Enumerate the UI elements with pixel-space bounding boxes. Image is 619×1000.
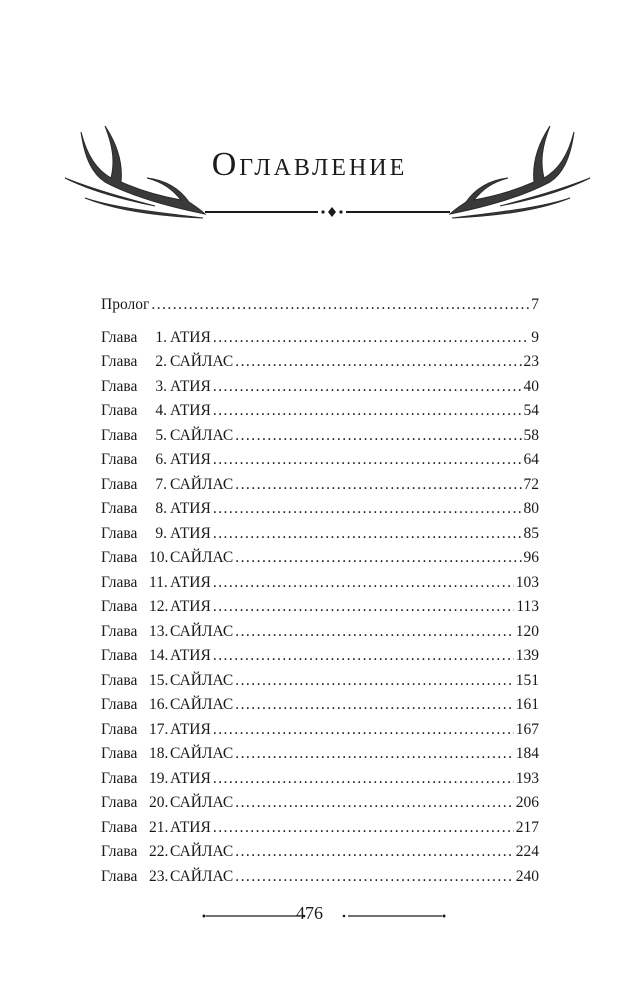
chapter-number: 6. — [155, 451, 167, 468]
chapter-number: 9. — [155, 524, 167, 542]
chapter-number: 15. — [149, 671, 169, 689]
toc-entry-chapter[interactable] — [101, 794, 539, 819]
title-divider — [0, 202, 619, 222]
toc-entry-chapter[interactable] — [101, 819, 539, 844]
chapter-title: САЙЛАС — [170, 671, 234, 689]
chapter-number: 7. — [155, 475, 167, 493]
chapter-word: Глава — [101, 794, 138, 811]
chapter-title: АТИЯ — [170, 818, 211, 836]
leader-dots — [235, 427, 521, 445]
chapter-number: 4. — [155, 402, 167, 419]
chapter-word: Глава — [101, 867, 138, 885]
leader-dots — [213, 329, 529, 347]
chapter-word: Глава — [101, 524, 138, 542]
chapter-word: Глава — [101, 451, 138, 468]
leader-dots — [235, 476, 521, 494]
chapter-word: Глава — [101, 377, 138, 395]
chapter-number: 8. — [155, 500, 167, 517]
toc-entry-chapter[interactable] — [101, 696, 539, 721]
chapter-title: САЙЛАС — [170, 426, 234, 444]
chapter-word: Глава — [101, 426, 138, 444]
leader-dots — [213, 770, 514, 788]
chapter-page: 64 — [523, 451, 539, 468]
leader-dots — [213, 500, 522, 518]
chapter-title: САЙЛАС — [170, 475, 234, 493]
chapter-page: 120 — [515, 622, 539, 640]
toc-entry-chapter[interactable] — [101, 525, 539, 550]
prologue-label: Пролог — [101, 296, 150, 313]
toc-entry-chapter[interactable] — [101, 868, 539, 893]
page-title: Оглавление — [211, 146, 408, 183]
leader-dots — [235, 868, 514, 886]
leader-dots — [235, 549, 521, 567]
leader-dots — [213, 647, 514, 665]
chapter-word: Глава — [101, 745, 138, 762]
chapter-word: Глава — [101, 328, 138, 346]
toc-entry-chapter[interactable] — [101, 427, 539, 452]
chapter-number: 3. — [155, 377, 167, 395]
toc-entry-chapter[interactable] — [101, 647, 539, 672]
toc-entry-chapter[interactable] — [101, 721, 539, 746]
chapter-page: 240 — [515, 867, 539, 885]
chapter-page: 23 — [523, 353, 539, 370]
leader-dots — [213, 819, 514, 837]
leader-dots — [235, 672, 514, 690]
chapter-page: 80 — [523, 500, 539, 517]
chapter-title: АТИЯ — [170, 573, 211, 591]
chapter-number: 2. — [155, 353, 167, 370]
chapter-title: АТИЯ — [170, 524, 211, 542]
chapter-title: САЙЛАС — [170, 745, 234, 762]
chapter-page: 54 — [523, 402, 539, 419]
chapter-number: 20. — [149, 794, 169, 811]
chapter-title: АТИЯ — [170, 500, 211, 517]
table-of-contents — [101, 296, 539, 892]
chapter-number: 12. — [149, 598, 169, 615]
chapter-page: 161 — [515, 696, 539, 713]
toc-entry-chapter[interactable] — [101, 598, 539, 623]
leader-dots — [213, 525, 522, 543]
chapter-word: Глава — [101, 500, 138, 517]
leader-dots — [235, 745, 514, 763]
chapter-number: 11. — [149, 573, 168, 591]
chapter-number: 14. — [149, 647, 169, 664]
toc-entry-chapter[interactable] — [101, 672, 539, 697]
header-ornament — [0, 100, 619, 250]
chapter-page: 206 — [515, 794, 539, 811]
toc-entry-chapter[interactable] — [101, 329, 539, 354]
chapter-page: 139 — [515, 647, 539, 664]
chapter-page: 103 — [515, 573, 539, 591]
chapter-title: САЙЛАС — [170, 843, 234, 860]
chapter-page: 167 — [515, 720, 539, 738]
toc-entry-chapter[interactable] — [101, 402, 539, 427]
chapter-page: 217 — [515, 818, 539, 836]
chapter-word: Глава — [101, 769, 138, 787]
chapter-word: Глава — [101, 353, 138, 370]
chapter-word: Глава — [101, 720, 138, 738]
leader-dots — [213, 598, 514, 616]
toc-entry-chapter[interactable] — [101, 843, 539, 868]
chapter-number: 19. — [149, 769, 169, 787]
chapter-page: 151 — [515, 671, 539, 689]
chapter-word: Глава — [101, 475, 138, 493]
chapter-number: 23. — [149, 867, 169, 885]
chapter-word: Глава — [101, 573, 138, 591]
leader-dots — [235, 696, 514, 714]
leader-dots — [213, 378, 522, 396]
chapter-title: САЙЛАС — [170, 867, 234, 885]
chapter-word: Глава — [101, 647, 138, 664]
toc-entry-chapter[interactable] — [101, 574, 539, 599]
toc-entry-chapter[interactable] — [101, 378, 539, 403]
page-number: 476 — [296, 903, 323, 923]
leader-dots — [151, 296, 529, 314]
chapter-number: 10. — [149, 549, 169, 566]
page-footer — [0, 900, 619, 930]
chapter-title: САЙЛАС — [170, 696, 234, 713]
prologue-page: 7 — [531, 296, 539, 313]
chapter-page: 58 — [523, 426, 539, 444]
chapter-title: САЙЛАС — [170, 549, 234, 566]
chapter-number: 16. — [149, 696, 169, 713]
chapter-number: 22. — [149, 843, 169, 860]
chapter-word: Глава — [101, 622, 138, 640]
chapter-page: 113 — [516, 598, 539, 615]
chapter-word: Глава — [101, 818, 138, 836]
toc-entry-chapter[interactable] — [101, 451, 539, 476]
toc-entry-chapter[interactable] — [101, 623, 539, 648]
leader-dots — [235, 843, 514, 861]
chapter-word: Глава — [101, 696, 138, 713]
chapter-word: Глава — [101, 671, 138, 689]
chapter-number: 18. — [149, 745, 169, 762]
leader-dots — [213, 574, 514, 592]
toc-entry-prologue[interactable] — [101, 296, 539, 321]
chapter-title: АТИЯ — [170, 720, 211, 738]
chapter-word: Глава — [101, 402, 138, 419]
chapter-word: Глава — [101, 843, 138, 860]
chapter-number: 1. — [155, 328, 167, 346]
chapter-title: АТИЯ — [170, 328, 211, 346]
chapter-number: 21. — [149, 818, 169, 836]
chapter-title: САЙЛАС — [170, 794, 234, 811]
chapter-page: 72 — [523, 475, 539, 493]
chapter-title: АТИЯ — [170, 769, 211, 787]
chapter-title: САЙЛАС — [170, 622, 234, 640]
chapter-page: 85 — [523, 524, 539, 542]
chapter-title: АТИЯ — [170, 598, 211, 615]
chapter-title: АТИЯ — [170, 402, 211, 419]
chapter-page: 9 — [531, 328, 539, 346]
chapter-page: 96 — [523, 549, 539, 566]
chapter-word: Глава — [101, 598, 138, 615]
chapter-word: Глава — [101, 549, 138, 566]
toc-entry-chapter[interactable] — [101, 549, 539, 574]
chapter-page: 224 — [515, 843, 539, 860]
chapter-page: 193 — [515, 769, 539, 787]
toc-entry-chapter[interactable] — [101, 745, 539, 770]
toc-entry-chapter[interactable] — [101, 500, 539, 525]
toc-entry-chapter[interactable] — [101, 770, 539, 795]
leader-dots — [235, 353, 521, 371]
chapter-number: 17. — [149, 720, 169, 738]
toc-entry-chapter[interactable] — [101, 353, 539, 378]
chapter-number: 13. — [149, 622, 169, 640]
chapter-title: АТИЯ — [170, 451, 211, 468]
chapter-title: САЙЛАС — [170, 353, 234, 370]
chapter-title: АТИЯ — [170, 377, 211, 395]
toc-entry-chapter[interactable] — [101, 476, 539, 501]
leader-dots — [235, 623, 514, 641]
chapter-title: АТИЯ — [170, 647, 211, 664]
chapter-page: 40 — [523, 377, 539, 395]
chapter-number: 5. — [155, 426, 167, 444]
chapter-page: 184 — [515, 745, 539, 762]
leader-dots — [235, 794, 514, 812]
leader-dots — [213, 721, 514, 739]
leader-dots — [213, 451, 522, 469]
leader-dots — [213, 402, 522, 420]
